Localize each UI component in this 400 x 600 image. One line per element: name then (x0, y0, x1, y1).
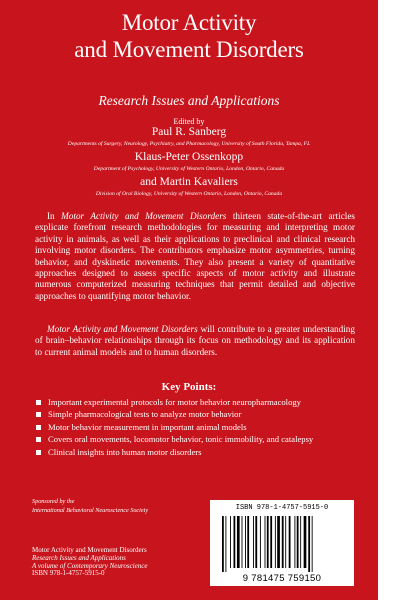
editor-name-2: Klaus-Peter Ossenkopp (134, 151, 244, 163)
barcode-panel (210, 500, 354, 586)
series-isbn: ISBN 978-1-4757-5915-0 (32, 569, 105, 578)
key-point-text: Covers oral movements, locomotor behavior, tonic immobility, and catalepsy (48, 434, 314, 445)
bullet-square-icon (36, 437, 41, 442)
barcode-isbn-label: ISBN 978-1-4757-5915-0 (235, 504, 329, 512)
editor-affiliation-2: Department of Psychology, University of Western Ontario, London, Ontario, Canada (93, 166, 285, 172)
sponsor-line-1: Sponsored by the (32, 498, 75, 505)
bullet-square-icon (36, 400, 41, 405)
editor-name-1: Paul R. Sanberg (151, 126, 227, 138)
key-point-text: Important experimental protocols for motor behavior neuropharmacology (48, 397, 301, 407)
key-points-list (36, 396, 356, 458)
book-subtitle: Research Issues and Applications (98, 93, 280, 108)
edited-by-label: Edited by (173, 117, 205, 126)
key-point-item (36, 396, 356, 408)
key-point-item (36, 421, 356, 433)
editor-affiliation-1: Departments of Surgery, Neurology, Psychiatry, and Pharmacology, University of South Florida, Tampa, FL (67, 141, 311, 147)
key-point-text: Simple pharmacological tests to analyze motor behavior (48, 409, 242, 420)
series-volume: A volume of Contemporary Neuroscience (32, 561, 148, 570)
description-2-body: will contribute to a greater understanding of brain–behavior relationships through its focus on methodology and its application to current animal models and to human disorders. (35, 324, 355, 357)
key-points-heading: Key Points: (161, 381, 217, 393)
barcode-icon (220, 516, 344, 572)
series-title: Motor Activity and Movement Disorders (32, 546, 147, 554)
barcode-digits: 9 781475 759150 (242, 573, 322, 584)
description-body: thirteen state-of-the-art articles explicate forefront research methodologies for measuring and interpreting motor activity in animals, as well as their applications to preclinical and clinical research involving motor disorders. The contributors emphasize motor asymmetries, turning behavior, and dyskinetic movements. They also present a variety of quantitative approaches designed to assess specific aspects of motor activity and illustrate numerous computerized measuring techniques that permit detailed and objective approaches to quantifying motor behavior. (35, 211, 356, 301)
series-subtitle: Research Issues and Applications (32, 553, 126, 562)
editor-name-3: and Martin Kavaliers (140, 176, 238, 188)
book-title-line-2: and Movement Disorders (74, 37, 304, 62)
bullet-square-icon (36, 412, 41, 417)
description-paragraph-2 (35, 324, 355, 358)
sponsor-note (32, 497, 148, 515)
bullet-square-icon (36, 450, 41, 455)
description-book-title: Motor Activity and Movement Disorders (61, 211, 227, 221)
sponsor-line-2: International Behavioral Neuroscience Society (32, 507, 149, 514)
series-info (32, 547, 147, 578)
bullet-square-icon (36, 425, 41, 430)
key-point-item (36, 408, 356, 420)
description-prefix: In (47, 211, 62, 221)
key-point-text: Motor behavior measurement in important animal models (48, 421, 247, 432)
key-point-item (36, 433, 356, 445)
description-2-book-title: Motor Activity and Movement Disorders (47, 324, 198, 334)
key-point-text: Clinical insights into human motor disorders (48, 446, 202, 457)
description-paragraph-1 (35, 211, 355, 302)
book-title-line-1: Motor Activity (121, 10, 257, 35)
key-point-item (36, 446, 356, 458)
editor-affiliation-3: Division of Oral Biology, University of Western Ontario, London, Ontario, Canada (95, 191, 283, 197)
